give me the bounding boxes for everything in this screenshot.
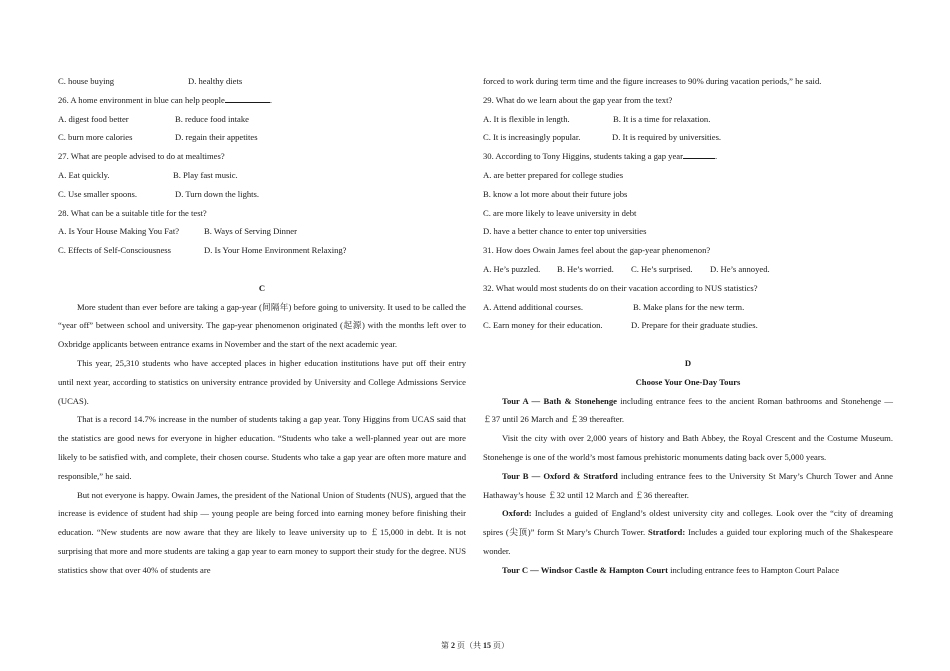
tour-b-paragraph: Tour B — Oxford & Stratford including entrance fees to the University St Mary’s Church Tower and Anne Hathaway’s house ￡32 until 12 March and ￡36 thereafter.	[483, 470, 893, 500]
q26-option-c: C. burn more calories	[58, 132, 133, 143]
answer-blank	[225, 93, 270, 103]
section-d-title: Choose Your One-Day Tours	[635, 376, 741, 387]
page-total: 15	[483, 641, 491, 650]
q27-option-a: A. Eat quickly.	[58, 169, 110, 180]
q26-option-b: B. reduce food intake	[175, 113, 249, 124]
tour-c-paragraph: Tour C — Windsor Castle & Hampton Court including entrance fees to Hampton Court Palace	[502, 564, 840, 575]
q32-option-c: C. Earn money for their education.	[483, 320, 603, 331]
q27-option-d: D. Turn down the lights.	[175, 188, 260, 199]
q28-stem: 28. What can be a suitable title for the test?	[58, 207, 207, 218]
q31-option-c: C. He’s surprised.	[631, 263, 693, 274]
q31-options	[483, 260, 893, 279]
q28-option-a: A. Is Your House Making You Fat?	[58, 226, 180, 237]
q27-stem: 27. What are people advised to do at mealtimes?	[58, 151, 225, 162]
tour-b-title: Tour B — Oxford & Stratford	[502, 470, 618, 481]
q31-option-b: B. He’s worried.	[557, 263, 614, 274]
q27-options-ab	[58, 166, 466, 185]
q25-options-cd	[58, 72, 466, 91]
q25-option-d: D. healthy diets	[188, 76, 243, 86]
q29-option-c: C. It is increasingly popular.	[483, 132, 581, 143]
q26-option-a: A. digest food better	[58, 113, 129, 124]
tour-a-description: Visit the city with over 2,000 years of history and Bath Abbey, the Royal Crescent and the Costume Museum. Stonehenge is one of the world’s most famous prehistoric monuments dating back over 5,000 years.	[483, 433, 893, 462]
page-number: 2	[451, 641, 455, 650]
q28-option-d: D. Is Your Home Environment Relaxing?	[204, 245, 347, 256]
q26-options-ab	[58, 110, 466, 129]
q28-option-c: C. Effects of Self-Consciousness	[58, 245, 171, 256]
q31-stem: 31. How does Owain James feel about the gap-year phenomenon?	[483, 245, 711, 256]
section-c-paragraph-1: More student than ever before are taking a gap-year (间隔年) before going to university. It used to be called the “year off” between school and university. The gap-year phenomenon originated (起源) with the months left over to Oxbridge applicants between entrance exams in November and the start of the next academic year.	[58, 301, 466, 350]
q27-option-b: B. Play fast music.	[173, 169, 238, 180]
q28-options-cd	[58, 241, 466, 260]
q30-option-c: C. are more likely to leave university in debt	[483, 207, 637, 218]
page-footer: 第 2 页（共 15 页）	[441, 641, 509, 650]
q30-option-b: B. know a lot more about their future jobs	[483, 188, 628, 199]
q32-options-ab	[483, 298, 893, 317]
stratford-label: Stratford:	[647, 527, 686, 538]
tour-a-paragraph: Tour A — Bath & Stonehenge including entrance fees to the ancient Roman bathrooms and Stonehenge — ￡37 until 26 March and ￡39 thereafter.	[483, 395, 893, 425]
q31-option-d: D. He’s annoyed.	[710, 263, 770, 274]
oxford-label: Oxford:	[502, 508, 532, 519]
q32-stem: 32. What would most students do on their vacation according to NUS statistics?	[483, 282, 758, 293]
q32-option-b: B. Make plans for the new term.	[633, 301, 745, 312]
q28-option-b: B. Ways of Serving Dinner	[204, 226, 297, 237]
q28-options-ab	[58, 222, 466, 241]
q25-option-c: C. house buying	[58, 76, 115, 86]
q29-stem: 29. What do we learn about the gap year from the text?	[483, 94, 673, 105]
q29-options-cd	[483, 128, 893, 147]
q29-option-b: B. It is a time for relaxation.	[613, 113, 711, 124]
q32-option-d: D. Prepare for their graduate studies.	[631, 320, 758, 331]
section-c-paragraph-2: This year, 25,310 students who have accepted places in higher education institutions have put off their entry until next year, according to statistics on university entrance provided by University and College Admissions Service (UCAS).	[58, 357, 466, 406]
q30-option-d: D. have a better chance to enter top universities	[483, 226, 647, 237]
q27-options-cd	[58, 185, 466, 204]
tour-c-title: Tour C — Windsor Castle & Hampton Court	[502, 564, 668, 575]
q30-option-a: A. are better prepared for college studies	[483, 169, 624, 180]
q31-option-a: A. He’s puzzled.	[483, 263, 541, 274]
q29-option-a: A. It is flexible in length.	[483, 113, 570, 124]
left-column	[58, 72, 466, 580]
q32-options-cd	[483, 316, 893, 335]
section-d-heading: D	[684, 357, 692, 368]
right-column	[483, 72, 893, 580]
q29-options-ab	[483, 110, 893, 129]
q26-options-cd	[58, 128, 466, 147]
q26-option-d: D. regain their appetites	[175, 132, 258, 143]
answer-blank	[683, 149, 715, 159]
continued-paragraph: forced to work during term time and the figure increases to 90% during vacation periods,” he said.	[483, 76, 822, 86]
q29-option-d: D. It is required by universities.	[612, 132, 722, 143]
q32-option-a: A. Attend additional courses.	[483, 301, 584, 312]
tour-b-description: Oxford: Includes a guided of England’s oldest university city and colleges. Look over the “city of dreaming spires (尖顶)” form St Mary’s Church Tower. Stratford: Includes a guided tour exploring much of the Shakespeare wonder.	[483, 508, 893, 556]
tour-a-title: Tour A — Bath & Stonehenge	[502, 395, 617, 406]
section-c-heading: C	[258, 282, 266, 293]
q27-option-c: C. Use smaller spoons.	[58, 188, 138, 199]
section-c-paragraph-3: That is a record 14.7% increase in the number of students taking a gap year. Tony Higgins from UCAS said that the statistics are good news for everyone in higher education. “Students who take a well-planned year out are more likely to be satisfied with, and complete, their chosen course. Students who take a gap year are often more mature and responsible,” he said.	[58, 414, 466, 481]
q30-stem: 30. According to Tony Higgins, students taking a gap year .	[483, 151, 718, 162]
q26-stem: 26. A home environment in blue can help people .	[58, 94, 272, 105]
section-c-paragraph-4: But not everyone is happy. Owain James, the president of the National Union of Students (NUS), argued that the increase is evidence of student had ship — young people are being forced into earning money before finishing their education. “New students are now aware that they are likely to leave university up to ￡15,000 in debt. It is not surprising that more and more students are taking a gap year to earn money to support their study for the degree. NUS statistics show that over 40% of students are	[58, 489, 466, 575]
